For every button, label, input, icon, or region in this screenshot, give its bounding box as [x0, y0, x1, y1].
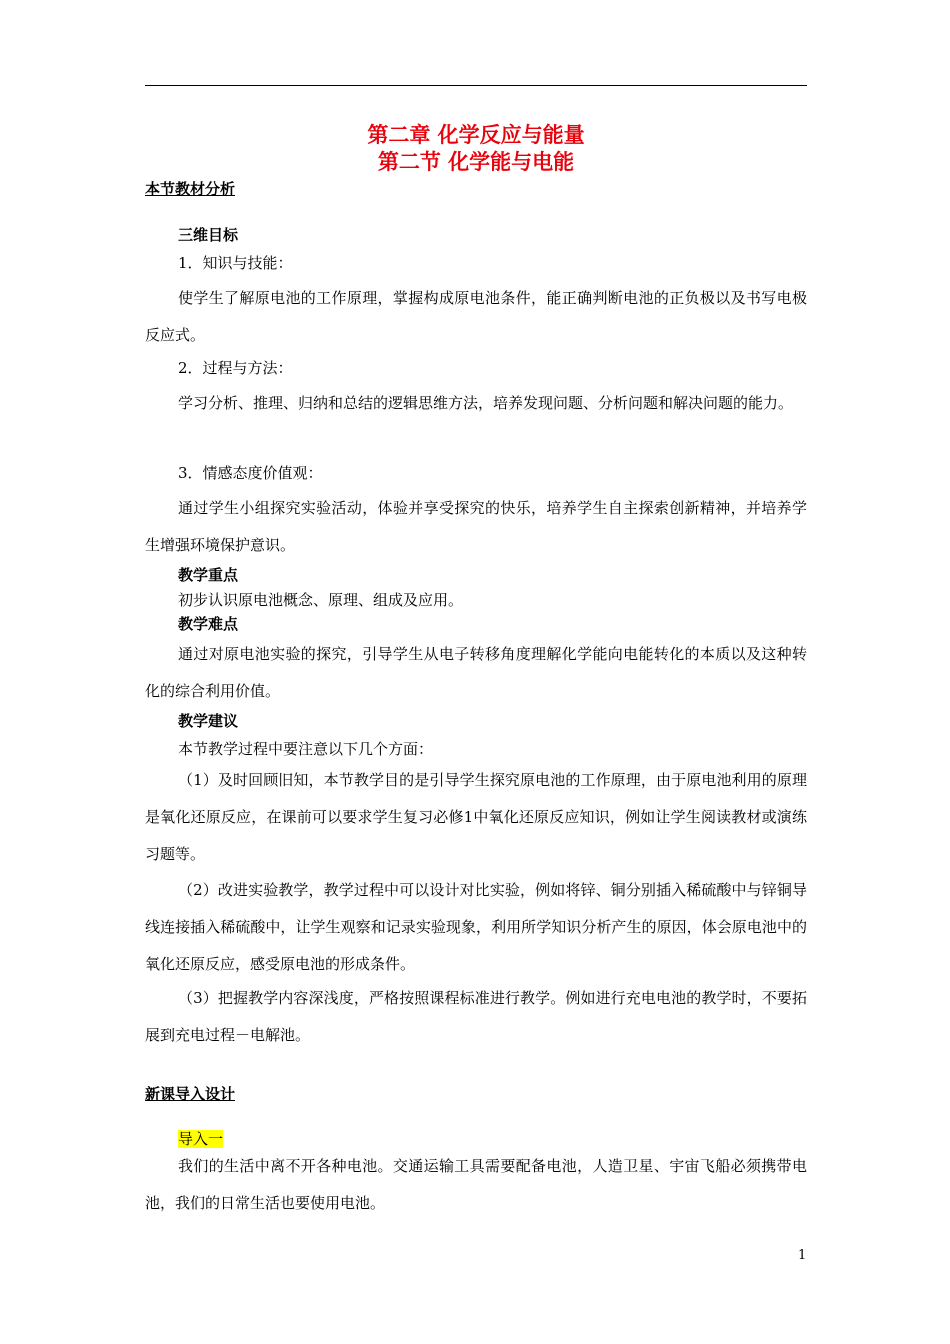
page-number: 1 [798, 1248, 807, 1263]
advice-intro: 本节教学过程中要注意以下几个方面： [178, 740, 434, 758]
difficulty-heading: 教学难点 [178, 615, 239, 633]
advice-item-3: （3）把握教学内容深浅度，严格按照课程标准进行教学。例如进行充电电池的教学时，不要拓展到充电过程－电解池。 [145, 989, 807, 1044]
lead-label [178, 1128, 223, 1149]
process-text: 学习分析、推理、归纳和总结的逻辑思维方法，培养发现问题、分析问题和解决问题的能力。 [178, 394, 794, 412]
intro-heading: 新课导入设计 [145, 1085, 236, 1103]
section-title: 第二节 化学能与电能 [377, 150, 575, 174]
key-text: 初步认识原电池概念、原理、组成及应用。 [178, 591, 464, 609]
objectives-heading: 三维目标 [178, 226, 239, 244]
emotion-label: 3．情感态度价值观： [178, 464, 323, 482]
analysis-heading: 本节教材分析 [145, 180, 236, 198]
lead-text: 我们的生活中离不开各种电池。交通运输工具需要配备电池，人造卫星、宇宙飞船必须携带电池，我们的日常生活也要使用电池。 [145, 1157, 807, 1212]
difficulty-text: 通过对原电池实验的探究，引导学生从电子转移角度理解化学能向电能转化的本质以及这种转化的综合利用价值。 [145, 645, 807, 700]
advice-heading: 教学建议 [178, 712, 239, 730]
advice-item-1: （1）及时回顾旧知，本节教学目的是引导学生探究原电池的工作原理，由于原电池利用的原理是氧化还原反应，在课前可以要求学生复习必修1中氧化还原反应知识，例如让学生阅读教材或演练习题等。 [145, 771, 807, 863]
emotion-text: 通过学生小组探究实验活动，体验并享受探究的快乐，培养学生自主探索创新精神，并培养学生增强环境保护意识。 [145, 499, 807, 554]
chapter-title: 第二章 化学反应与能量 [367, 123, 585, 147]
lead-label-highlight: 导入一 [178, 1130, 224, 1148]
process-label: 2．过程与方法： [178, 359, 293, 377]
header-rule [145, 85, 807, 86]
knowledge-text: 使学生了解原电池的工作原理，掌握构成原电池条件，能正确判断电池的正负极以及书写电极反应式。 [145, 289, 807, 344]
key-heading: 教学重点 [178, 566, 239, 584]
knowledge-label: 1．知识与技能： [178, 254, 293, 272]
advice-item-2: （2）改进实验教学，教学过程中可以设计对比实验，例如将锌、铜分别插入稀硫酸中与锌铜导线连接插入稀硫酸中，让学生观察和记录实验现象，利用所学知识分析产生的原因，体会原电池中的氧化还原反应，感受原电池的形成条件。 [145, 881, 807, 973]
